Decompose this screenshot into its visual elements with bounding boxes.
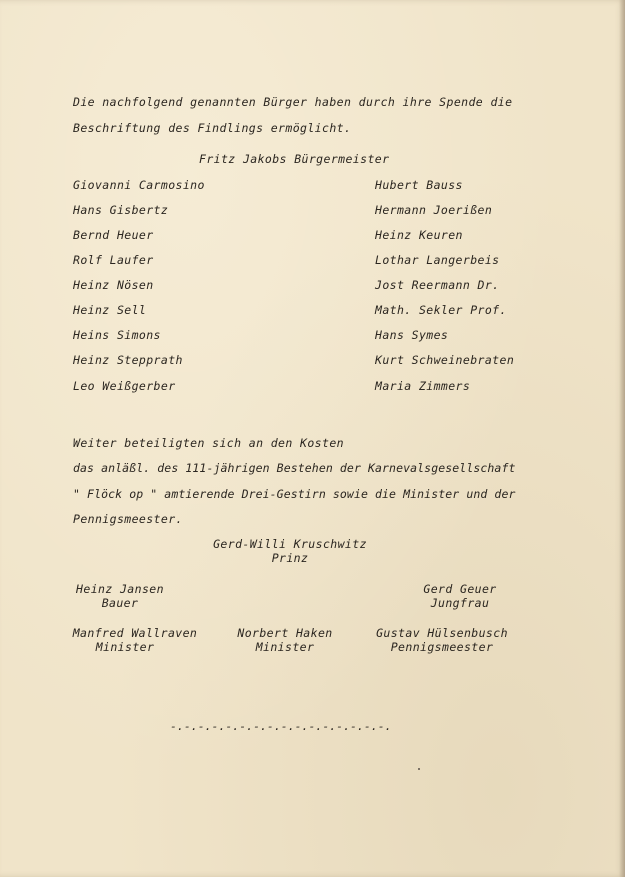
donor-right: Maria Zimmers — [375, 379, 471, 393]
donor-left: Rolf Laufer — [73, 253, 154, 267]
donor-right: Jost Reermann Dr. — [375, 278, 500, 292]
costs-line-2: das anläßl. des 111-jährigen Bestehen der Karnevalsgesellschaft — [73, 461, 516, 475]
donor-right: Hans Symes — [375, 328, 449, 342]
donor-right: Kurt Schweinebraten — [375, 353, 515, 367]
donor-left: Heinz Sell — [73, 303, 147, 317]
donor-right: Lothar Langerbeis — [375, 253, 500, 267]
farmer-name: Heinz Jansen — [76, 582, 164, 596]
donor-left: Heinz Nösen — [73, 278, 154, 292]
ink-speck — [418, 768, 420, 770]
donor-right: Hermann Joerißen — [375, 203, 493, 217]
donor-right: Hubert Bauss — [375, 178, 463, 192]
minister-2-title: Minister — [255, 640, 315, 654]
costs-line-3: " Flöck op " amtierende Drei-Gestirn sowie die Minister und der — [73, 487, 516, 501]
intro-line-1: Die nachfolgend genannten Bürger haben durch ihre Spende die — [73, 95, 513, 109]
minister-2-name: Norbert Haken — [237, 626, 333, 640]
costs-line-1: Weiter beteiligten sich an den Kosten — [73, 436, 344, 450]
prince-name: Gerd-Willi Kruschwitz — [213, 537, 367, 551]
donor-left: Heinz Stepprath — [73, 353, 183, 367]
treasurer-name: Gustav Hülsenbusch — [376, 626, 508, 640]
maiden-name: Gerd Geuer — [423, 582, 497, 596]
treasurer-title: Pennigsmeester — [390, 640, 494, 654]
donor-right: Math. Sekler Prof. — [375, 303, 507, 317]
farmer-title: Bauer — [101, 596, 139, 610]
minister-1-title: Minister — [95, 640, 155, 654]
costs-line-4: Pennigsmeester. — [73, 512, 183, 526]
donor-left: Heins Simons — [73, 328, 161, 342]
mayor-line: Fritz Jakobs Bürgermeister — [199, 152, 390, 166]
intro-line-2: Beschriftung des Findlings ermöglicht. — [73, 121, 352, 135]
maiden-title: Jungfrau — [430, 596, 490, 610]
donor-left: Leo Weißgerber — [73, 379, 176, 393]
donor-left: Giovanni Carmosino — [73, 178, 205, 192]
donor-left: Bernd Heuer — [73, 228, 154, 242]
separator-line: -.-.-.-.-.-.-.-.-.-.-.-.-.-.-.-. — [170, 719, 392, 733]
prince-title: Prinz — [271, 551, 309, 565]
minister-1-name: Manfred Wallraven — [72, 626, 198, 640]
donor-left: Hans Gisbertz — [73, 203, 169, 217]
donor-right: Heinz Keuren — [375, 228, 463, 242]
